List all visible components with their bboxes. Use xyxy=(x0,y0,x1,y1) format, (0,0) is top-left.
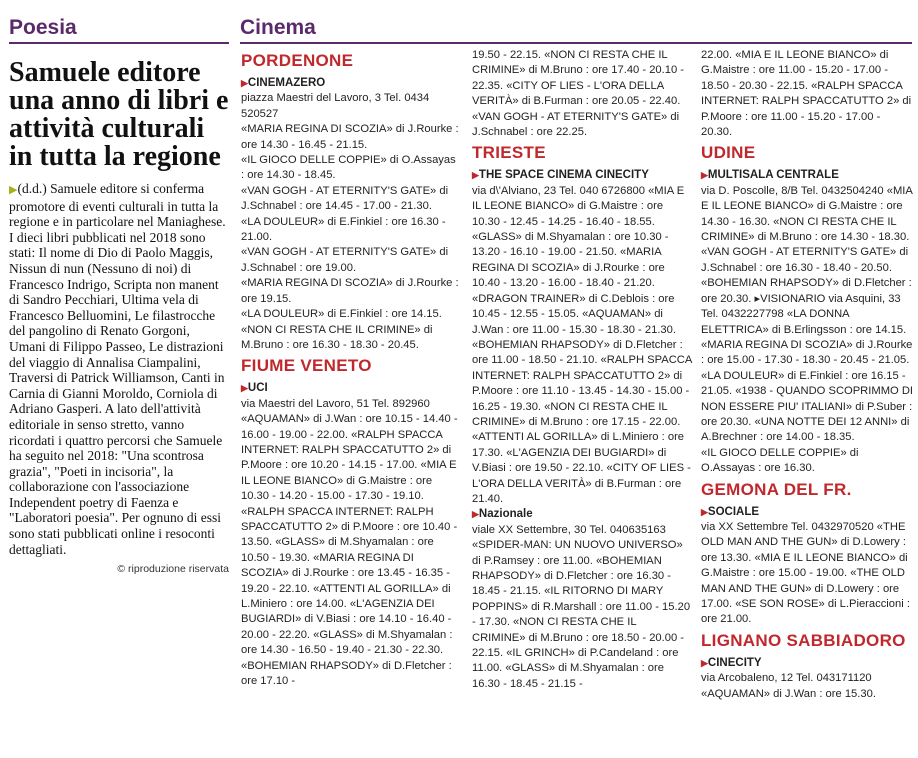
listing-text: 19.50 - 22.15. «NON CI RESTA CHE IL CRIMINE» di M.Bruno : ore 17.40 - 20.10 - 22.35. «CITY OF LIES - L'ORA DELLA VERITÀ» di B.Furman : ore 20.05 - 22.40. «VAN GOGH - AT ETERNITY'S GATE» di J.Schnabel : ore 22.25. xyxy=(472,49,685,139)
venue-name xyxy=(472,507,692,522)
cinema-header xyxy=(240,14,912,44)
venue-name xyxy=(701,168,914,183)
listing-text: piazza Maestri del Lavoro, 3 Tel. 0434 520527 xyxy=(241,92,430,120)
listing-text: via XX Settembre Tel. 0432970520 «THE OLD MAN AND THE GUN» di D.Lowery : ore 13.30. «MIA E IL LEONE BIANCO» di G.Maistre : ore 15.00 - 19.00. «THE OLD MAN AND THE GUN» di D.Lowery : ore 17.00. «SE SON ROSE» di L.Pieraccioni : ore 21.00. xyxy=(701,520,910,626)
listing-text: «MARIA REGINA DI SCOZIA» di J.Rourke : ore 19.15. xyxy=(241,277,459,305)
listing-text: «NON CI RESTA CHE IL CRIMINE» di M.Bruno : ore 16.30 - 18.30 - 20.45. xyxy=(241,323,433,351)
listing-text: «LA DOULEUR» di E.Finkiel : ore 14.15. xyxy=(241,308,442,321)
article-headline: Samuele editore una anno di libri e attività culturali in tutta la regione xyxy=(9,57,229,172)
city-heading: TRIESTE xyxy=(472,143,546,163)
listing-text: «LA DOULEUR» di E.Finkiel : ore 16.30 - 21.00. xyxy=(241,215,446,244)
venue-name-text: Nazionale xyxy=(478,508,533,521)
venue-triangle-icon: ▶ xyxy=(472,509,479,520)
listing-text: via D. Poscolle, 8/B Tel. 0432504240 «MIA E IL LEONE BIANCO» di G.Maistre : ore 14.30 - 16.30. «NON CI RESTA CHE IL CRIMINE» di M.Bruno : ore 14.30 - 18.30. «VAN GOGH - AT ETERNITY'S GATE» di J.Schnabel : ore 16.30 - 18.40 - 20.50. «BOHEMIAN RHAPSODY» di D.Fletcher : ore 20.30. ▸VISIONARIO via Asquini, 33 Tel. 0432227798 «LA DONNA ELETTRICA» di B.Erlingsson : ore 14.15. «MARIA REGINA DI SCOZIA» di J.Rourke : ore 15.00 - 17.30 - 18.30 - 20.45 - 21.05. «LA DOULEUR» di E.Finkiel : ore 16.15 - 21.05. «1938 - QUANDO SCOPRIMMO DI NON ESSERE PIU' ITALIANI» di P.Suber : ore 20.30. «UNA NOTTE DEI 12 ANNI» di A.Brechner : ore 14.00 - 18.35. xyxy=(701,184,914,444)
listing-text: via Maestri del Lavoro, 51 Tel. 892960 «AQUAMAN» di J.Wan : ore 10.15 - 14.40 - 16.00 - 19.00 - 22.00. «RALPH SPACCA INTERNET: RALPH SPACCATUTTO 2» di P.Moore : ore 10.20 - 14.15 - 17.00. «MIA E IL LEONE BIANCO» di G.Maistre : ore 10.30 - 14.20 - 15.00 - 17.30 - 19.10. «RALPH SPACCA INTERNET: RALPH SPACCATUTTO 2» di P.Moore : ore 10.40 - 13.50. «GLASS» di M.Shyamalan : ore 10.50 - 19.30. «MARIA REGINA DI SCOZIA» di J.Rourke : ore 13.45 - 16.35 - 19.20 - 22.10. «ATTENTI AL GORILLA» di L.Miniero : ore 14.00. «L'AGENZIA DEI BUGIARDI» di V.Biasi : ore 14.10 - 16.40 - 20.00 - 22.20. «GLASS» di M.Shyamalan : ore 14.30 - 16.50 - 19.40 - 21.30 - 22.30. «BOHEMIAN RHAPSODY» di D.Fletcher : ore 17.10 - xyxy=(241,397,458,688)
listing-text: «MARIA REGINA DI SCOZIA» di J.Rourke : ore 14.30 - 16.45 - 21.15. xyxy=(241,123,459,151)
cinema-column-3 xyxy=(701,48,914,702)
venue-name xyxy=(241,381,461,396)
cinema-column-1 xyxy=(241,48,461,689)
listing-text: viale XX Settembre, 30 Tel. 040635163 «SPIDER-MAN: UN NUOVO UNIVERSO» di P.Ramsey : ore 11.00. «BOHEMIAN RHAPSODY» di D.Fletcher : ore 16.30 - 18.45 - 21.15. «IL RITORNO DI MARY POPPINS» di R.Marshall : ore 11.00 - 15.20 - 17.30. «NON CI RESTA CHE IL CRIMINE» di M.Bruno : ore 18.50 - 20.00 - 22.15. «IL GRINCH» di P.Candeland : ore 11.00. «GLASS» di M.Shyamalan : ore 16.30 - 18.45 - 21.15 - xyxy=(472,523,691,690)
city-heading: LIGNANO SABBIADORO xyxy=(701,630,906,650)
venue-name-text: CINECITY xyxy=(707,656,762,669)
venue-triangle-icon: ▶ xyxy=(701,170,708,181)
copyright-note: © riproduzione riservata xyxy=(117,563,229,576)
venue-triangle-icon: ▶ xyxy=(241,78,248,88)
city-heading: UDINE xyxy=(701,143,756,163)
venue-name xyxy=(472,168,692,183)
city-heading: FIUME VENETO xyxy=(241,356,372,376)
listing-text: via Arcobaleno, 12 Tel. 043171120 «AQUAMAN» di J.Wan : ore 15.30. xyxy=(701,672,876,700)
listing-text: «IL GIOCO DELLE COPPIE» di O.Assayas : ore 14.30 - 18.45. xyxy=(241,154,456,182)
venue-triangle-icon: ▶ xyxy=(472,170,479,181)
bullet-triangle-icon: ▶ xyxy=(9,184,18,196)
section-title-cinema: Cinema xyxy=(240,16,316,39)
listing-text: «VAN GOGH - AT ETERNITY'S GATE» di J.Schnabel : ore 14.45 - 17.00 - 21.30. xyxy=(241,184,449,213)
listing-text: via d\'Alviano, 23 Tel. 040 6726800 «MIA E IL LEONE BIANCO» di G.Maistre : ore 10.30 - 12.45 - 14.25 - 16.40 - 18.55. «GLASS» di M.Shyamalan : ore 10.30 - 13.20 - 16.10 - 19.00 - 21.50. «MARIA REGINA DI SCOZIA» di J.Rourke : ore 10.40 - 13.20 - 16.00 - 18.40 - 21.20. «DRAGON TRAINER» di C.Deblois : ore 10.45 - 12.55 - 15.05. «AQUAMAN» di J.Wan : ore 11.00 - 15.30 - 18.30 - 21.30. «BOHEMIAN RHAPSODY» di D.Fletcher : ore 11.00 - 18.50 - 21.10. «RALPH SPACCA INTERNET: RALPH SPACCATUTTO 2» di P.Moore : ore 11.10 - 13.45 - 14.30 - 15.00 - 16.25 - 19.30. «NON CI RESTA CHE IL CRIMINE» di M.Bruno : ore 17.15 - 22.00. «ATTENTI AL GORILLA» di L.Miniero : ore 17.30. «L'AGENZIA DEI BUGIARDI» di V.Biasi : ore 19.50 - 22.10. «CITY OF LIES - L'ORA DELLA VERITÀ» di B.Furman : ore 21.40. xyxy=(472,184,692,505)
venue-name-text: THE SPACE CINEMA CINECITY xyxy=(478,169,649,182)
venue-name-text: UCI xyxy=(247,382,268,395)
venue-name-text: CINEMAZERO xyxy=(247,77,326,89)
poesia-header xyxy=(9,14,229,44)
cinema-column-2 xyxy=(472,48,692,692)
listing-text: «IL GIOCO DELLE COPPIE» di O.Assayas : ore 16.30. xyxy=(701,446,859,475)
venue-name xyxy=(701,505,914,520)
venue-name xyxy=(701,656,914,671)
venue-name xyxy=(241,76,461,91)
listing-text: «VAN GOGH - AT ETERNITY'S GATE» di J.Schnabel : ore 19.00. xyxy=(241,246,449,274)
section-title-poesia: Poesia xyxy=(9,16,77,39)
venue-name-text: MULTISALA CENTRALE xyxy=(707,169,839,182)
venue-triangle-icon: ▶ xyxy=(241,383,248,394)
city-heading: GEMONA DEL FR. xyxy=(701,479,852,499)
listing-text: 22.00. «MIA E IL LEONE BIANCO» di G.Maistre : ore 11.00 - 15.20 - 17.00 - 18.50 - 20.30 - 22.15. «RALPH SPACCA INTERNET: RALPH SPACCATUTTO 2» di P.Moore : ore 11.00 - 15.20 - 17.00 - 20.30. xyxy=(701,49,912,139)
poesia-column xyxy=(9,14,229,575)
city-heading: PORDENONE xyxy=(241,51,354,70)
article-body xyxy=(9,181,229,557)
venue-triangle-icon: ▶ xyxy=(701,657,708,668)
venue-triangle-icon: ▶ xyxy=(701,506,708,517)
article-body-text: (d.d.) Samuele editore si conferma promotore di eventi culturali in tutta la regione e in particolare nel Maniaghese. I dieci libri pubblicati nel 2018 sono stati: Il nome di Dio di Paolo Maggis, Nissun di nun (Nessuno di noi) di Francesco Indrigo, Scripta non manent di Sandro Pecchiari, Ultima vela di Francesco Belluomini, Le filastrocche del pangolino di Renato Gorgoni, Umani di Filippo Passeo, Le distrazioni del viaggio di Annalisa Ciampalini, Traversi di Patrick Williamson, Canti in Carnia di Gianni Moroldo, Corniola di Adriano Gasperi. A lato dell'attività editoriale in senso stretto, vanno ricordati i quattro percorsi che Samuele ha seguito nel 2018: "Una scontrosa grazia", "Poeti in incisoria", la collaborazione con l'associazione Independent poetry di Faenza e "Laboratori poesia". Per ognuno di essi sono stati pubblicati online i resoconti dettagliati. xyxy=(9,181,226,557)
venue-name-text: SOCIALE xyxy=(707,505,760,518)
